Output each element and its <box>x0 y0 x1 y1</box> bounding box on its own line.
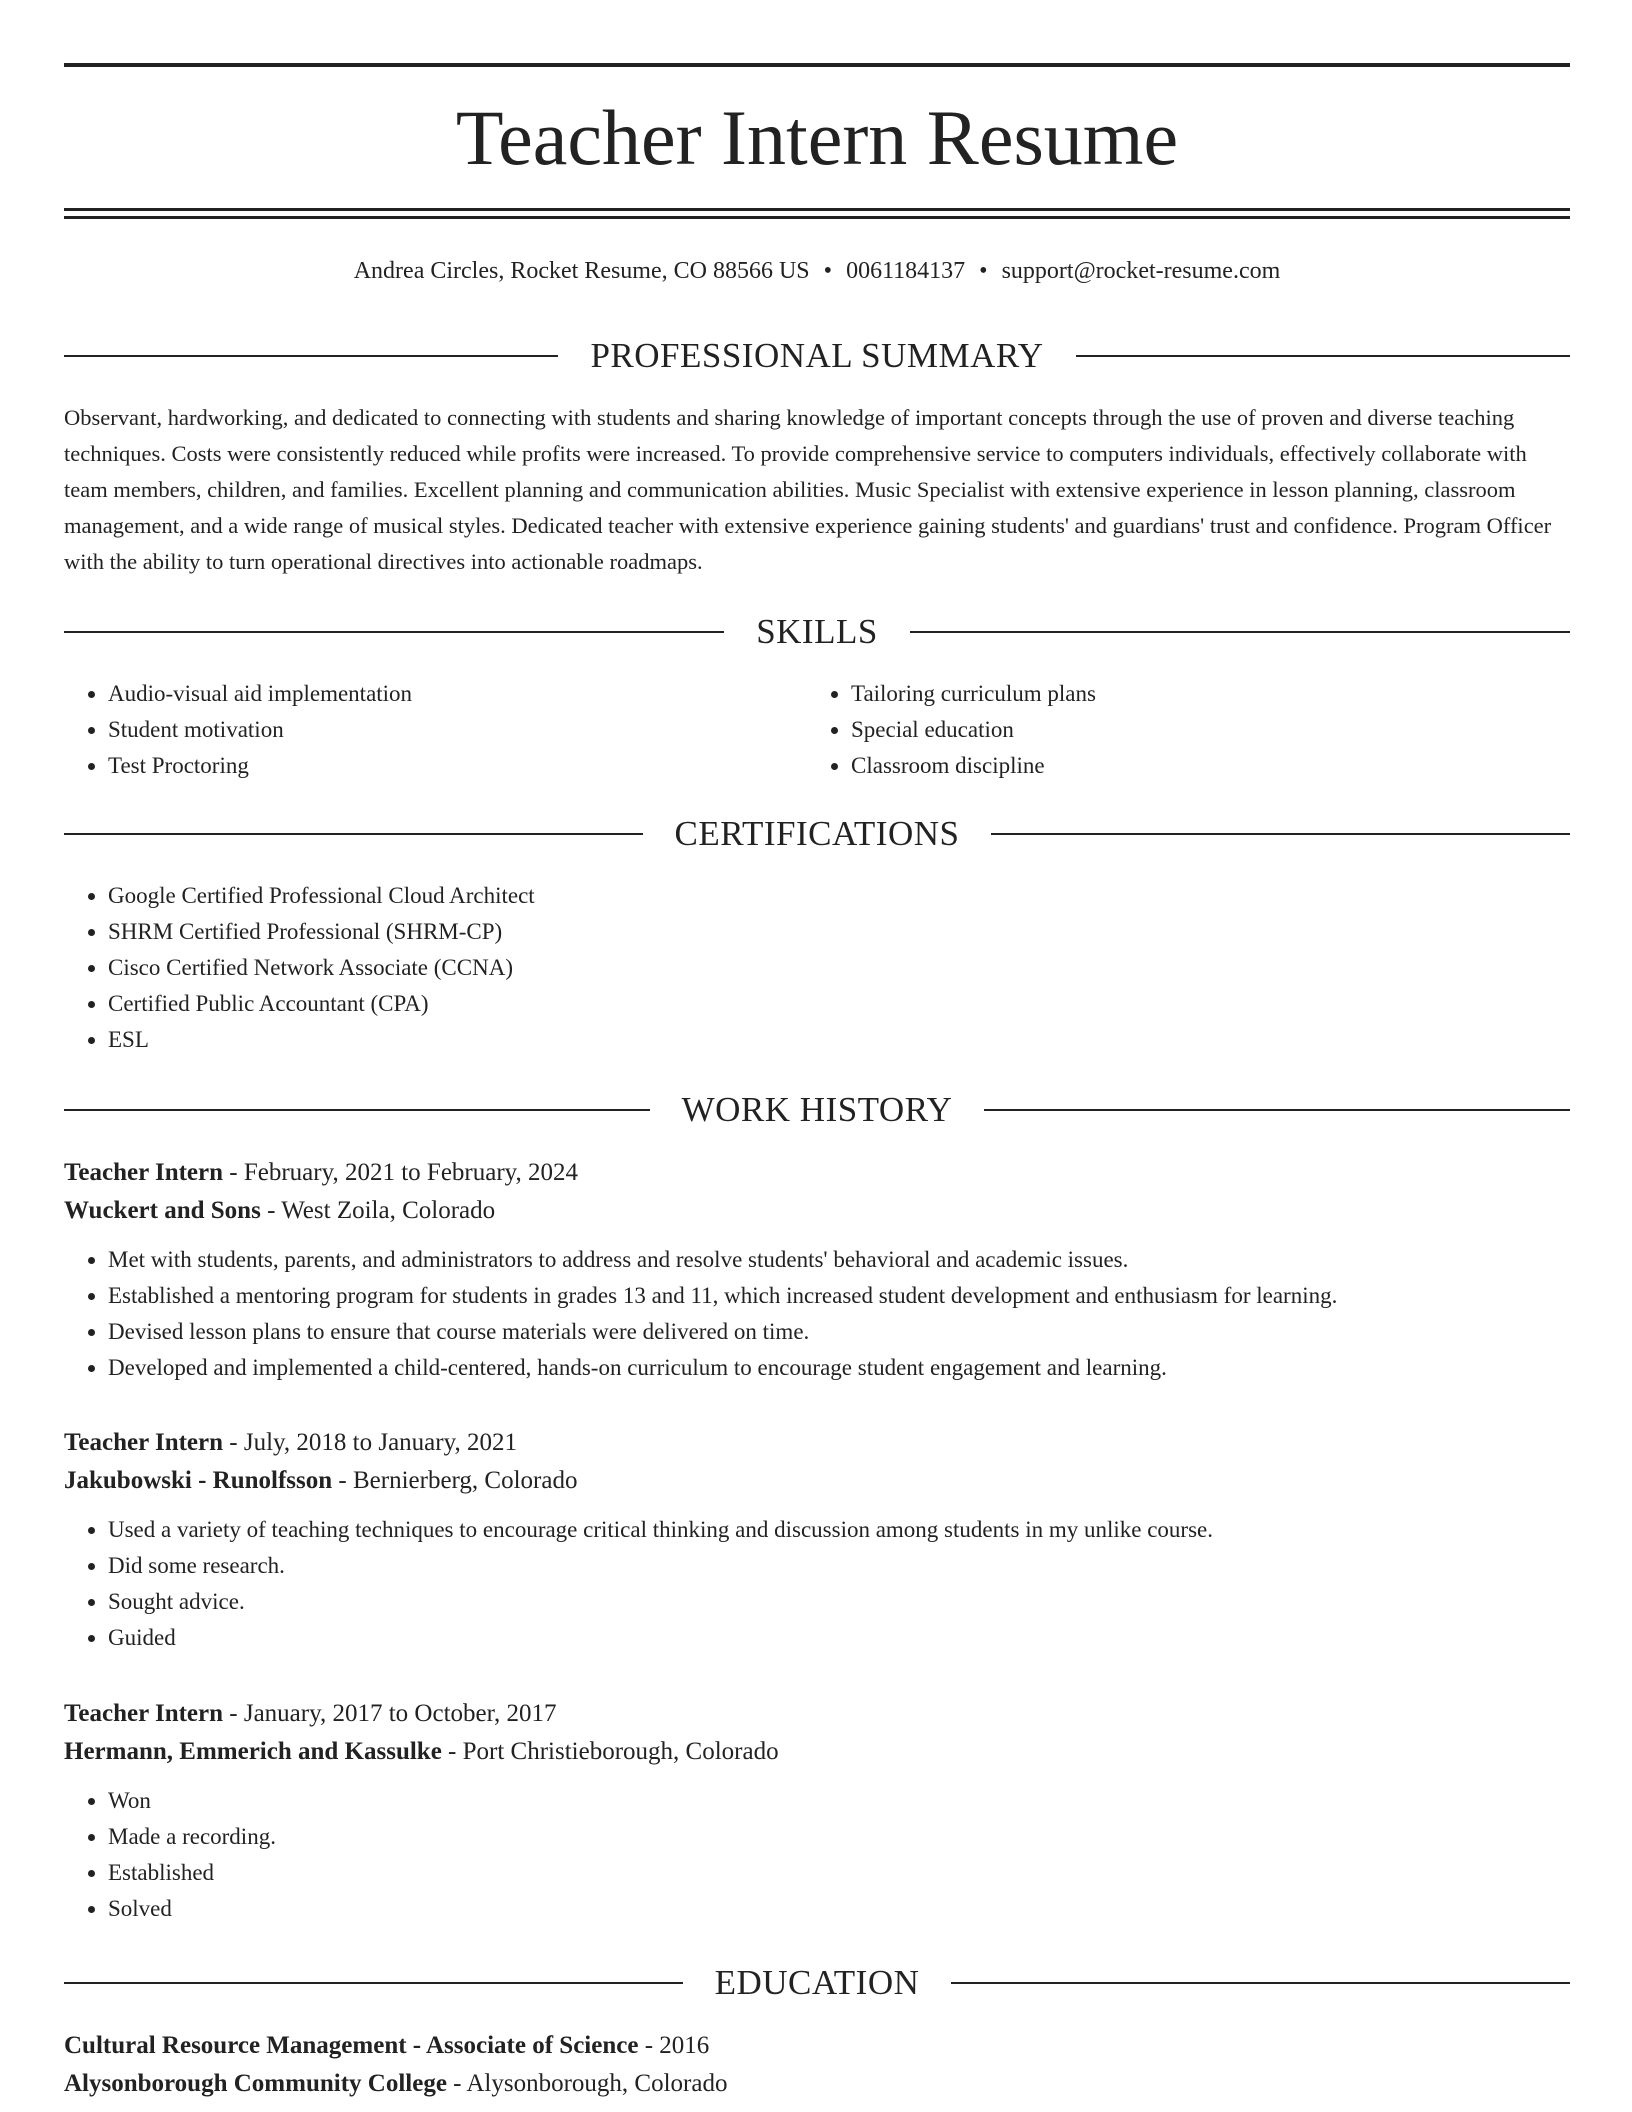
section-rule <box>64 355 558 357</box>
education-degree: Cultural Resource Management - Associate of Science <box>64 2032 639 2059</box>
job-bullet: • Solved <box>108 1891 1570 1927</box>
certifications-list <box>64 878 1570 1058</box>
section-header-summary <box>64 336 1570 376</box>
contact-phone: 0061184137 <box>846 258 966 284</box>
section-rule <box>64 833 643 835</box>
section-rule <box>64 1982 683 1984</box>
job-title: Teacher Intern <box>64 1429 224 1456</box>
job-entry <box>64 1154 1570 1386</box>
job-dates: - February, 2021 to February, 2024 <box>223 1159 579 1186</box>
job-bullet: • Used a variety of teaching techniques to encourage critical thinking and discussion among students in my unlike course. <box>108 1512 1570 1548</box>
education-school: Alysonborough Community College <box>64 2070 447 2097</box>
job-bullets <box>64 1783 1570 1927</box>
job-company-line <box>64 1462 1570 1500</box>
section-rule <box>991 833 1570 835</box>
job-location: - Port Christieborough, Colorado <box>441 1738 779 1765</box>
skills-column-left <box>64 676 807 784</box>
section-header-education <box>64 1963 1570 2003</box>
skill-item: • Special education <box>851 712 1550 748</box>
job-bullet: • Established a mentoring program for students in grades 13 and 11, which increased student development and enthusiasm for learning. <box>108 1278 1570 1314</box>
contact-email: support@rocket-resume.com <box>1001 258 1281 284</box>
top-rule <box>64 63 1570 67</box>
job-bullet: • Won <box>108 1783 1570 1819</box>
job-bullet: • Sought advice. <box>108 1584 1570 1620</box>
job-company: Hermann, Emmerich and Kassulke <box>64 1738 442 1765</box>
section-rule <box>64 631 724 633</box>
section-title: SKILLS <box>756 612 878 651</box>
job-entry <box>64 1695 1570 1927</box>
job-company: Jakubowski - Runolfsson <box>64 1467 333 1494</box>
skill-item: • Test Proctoring <box>108 748 807 784</box>
section-rule <box>951 1982 1570 1984</box>
education-entry <box>64 2027 1570 2103</box>
contact-line <box>64 255 1570 287</box>
certification-item: • Certified Public Accountant (CPA) <box>108 986 1570 1022</box>
title-rule-lower <box>64 216 1570 219</box>
job-location: - West Zoila, Colorado <box>260 1197 496 1224</box>
summary-paragraph: Observant, hardworking, and dedicated to connecting with students and sharing knowledge of important concepts through the use of proven and diverse teaching techniques. Costs were consistently reduced while profits were increased. To provide comprehensive service to computers individuals, effectively collaborate with team members, children, and families. Excellent planning and communication abilities. Music Specialist with extensive experience in lesson planning, classroom management, and a wide range of musical styles. Dedicated teacher with extensive experience gaining students' and guardians' trust and confidence. Program Officer with the ability to turn operational directives into actionable roadmaps. <box>64 405 1552 574</box>
contact-separator: • <box>823 258 833 284</box>
resume-title: Teacher Intern Resume <box>455 94 1179 181</box>
job-company-line <box>64 1192 1570 1230</box>
certification-item: • Google Certified Professional Cloud Architect <box>108 878 1570 914</box>
contact-address: Andrea Circles, Rocket Resume, CO 88566 US <box>353 258 810 284</box>
job-title-line <box>64 1424 1570 1462</box>
skill-item: • Tailoring curriculum plans <box>851 676 1550 712</box>
job-company-line <box>64 1733 1570 1771</box>
section-header-certifications <box>64 814 1570 854</box>
job-dates: - July, 2018 to January, 2021 <box>223 1429 517 1456</box>
job-bullet: • Made a recording. <box>108 1819 1570 1855</box>
skill-item: • Student motivation <box>108 712 807 748</box>
certification-item: • ESL <box>108 1022 1570 1058</box>
job-entry <box>64 1424 1570 1656</box>
section-title: EDUCATION <box>714 1963 920 2002</box>
title-rule-upper <box>64 208 1570 211</box>
section-rule <box>64 1109 650 1111</box>
job-bullet: • Guided <box>108 1620 1570 1656</box>
job-bullet: • Devised lesson plans to ensure that course materials were delivered on time. <box>108 1314 1570 1350</box>
skill-item: • Classroom discipline <box>851 748 1550 784</box>
section-rule <box>910 631 1570 633</box>
education-degree-line <box>64 2027 1570 2065</box>
education-location: - Alysonborough, Colorado <box>446 2070 728 2097</box>
education-year: - 2016 <box>638 2032 710 2059</box>
job-bullet: • Developed and implemented a child-centered, hands-on curriculum to encourage student engagement and learning. <box>108 1350 1570 1386</box>
job-dates: - January, 2017 to October, 2017 <box>223 1700 557 1727</box>
job-title-line <box>64 1154 1570 1192</box>
skill-item: • Audio-visual aid implementation <box>108 676 807 712</box>
job-title: Teacher Intern <box>64 1159 224 1186</box>
section-title: WORK HISTORY <box>681 1090 953 1129</box>
job-bullets <box>64 1512 1570 1656</box>
job-title-line <box>64 1695 1570 1733</box>
certification-item: • Cisco Certified Network Associate (CCNA) <box>108 950 1570 986</box>
job-company: Wuckert and Sons <box>64 1197 261 1224</box>
skills-list <box>64 676 1570 784</box>
job-bullet: • Established <box>108 1855 1570 1891</box>
job-bullet: • Did some research. <box>108 1548 1570 1584</box>
job-title: Teacher Intern <box>64 1700 224 1727</box>
job-bullets <box>64 1242 1570 1386</box>
skills-column-right <box>807 676 1550 784</box>
section-title: CERTIFICATIONS <box>674 814 960 853</box>
section-header-skills <box>64 612 1570 652</box>
section-title: PROFESSIONAL SUMMARY <box>590 336 1044 375</box>
section-header-work-history <box>64 1090 1570 1130</box>
section-rule <box>984 1109 1570 1111</box>
contact-separator: • <box>979 258 988 284</box>
certification-item: • SHRM Certified Professional (SHRM-CP) <box>108 914 1570 950</box>
job-bullet: • Met with students, parents, and administrators to address and resolve students' behavioral and academic issues. <box>108 1242 1570 1278</box>
job-location: - Bernierberg, Colorado <box>332 1467 578 1494</box>
section-rule <box>1076 355 1570 357</box>
education-school-line <box>64 2065 1570 2103</box>
